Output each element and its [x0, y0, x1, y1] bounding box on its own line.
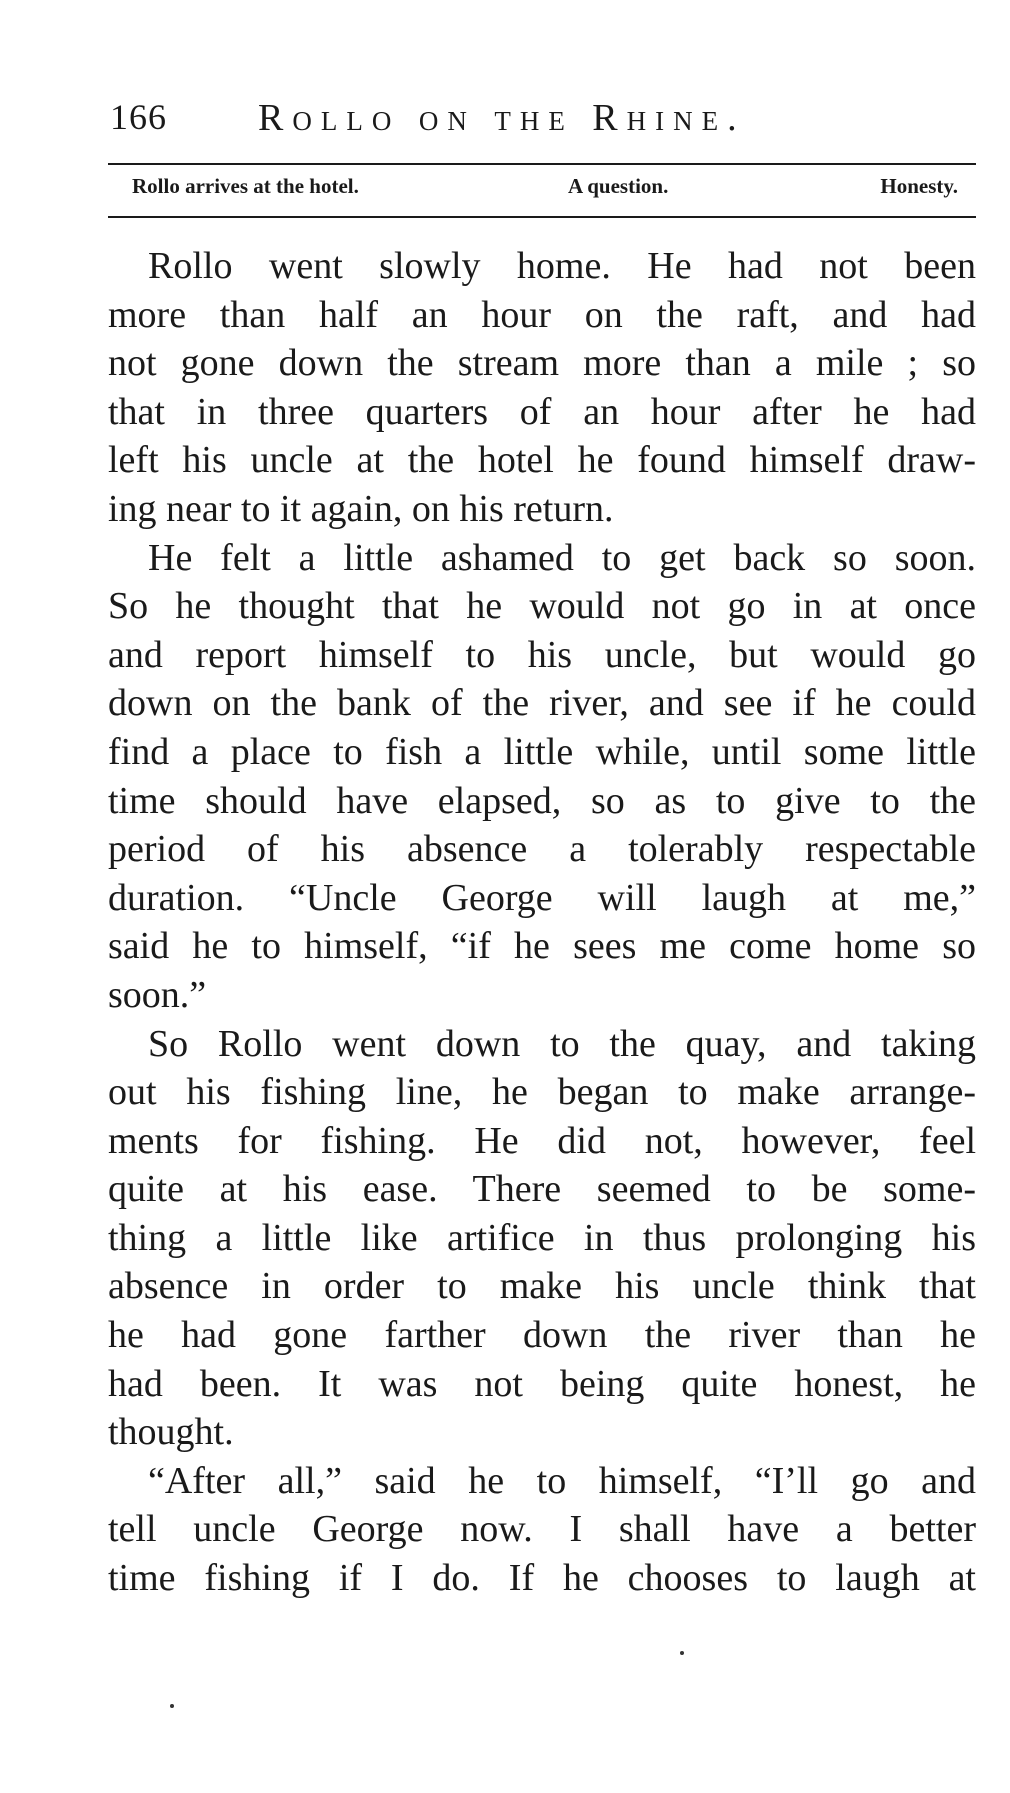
text-line: He felt a little ashamed to get back so soon.	[148, 536, 976, 579]
running-head	[110, 96, 970, 146]
text-line: soon.”	[108, 973, 207, 1016]
topic-hotel: Rollo arrives at the hotel.	[132, 174, 359, 198]
text-line: So he thought that he would not go in at once	[108, 585, 976, 628]
text-line: that in three quarters of an hour after he had	[108, 390, 976, 433]
text-line: he had gone farther down the river than he	[108, 1314, 976, 1357]
text-line: down on the bank of the river, and see if he could	[108, 682, 976, 725]
text-line: out his fishing line, he began to make arrange-	[108, 1071, 976, 1114]
text-line: had been. It was not being quite honest, he	[108, 1362, 976, 1405]
text-line: time fishing if I do. If he chooses to laugh at	[108, 1557, 976, 1600]
text-line: ing near to it again, on his return.	[108, 487, 614, 530]
text-line: Rollo went slowly home. He had not been	[148, 245, 976, 287]
body-text	[108, 242, 976, 1603]
text-line: duration. “Uncle George will laugh at me,”	[108, 876, 976, 919]
text-line: time should have elapsed, so as to give to the	[108, 779, 976, 822]
text-line: left his uncle at the hotel he found himself draw-	[108, 439, 976, 482]
text-line: more than half an hour on the raft, and had	[108, 293, 976, 336]
text-line: quite at his ease. There seemed to be some-	[108, 1168, 976, 1211]
print-speck	[680, 1651, 684, 1655]
text-line: thought.	[108, 1411, 234, 1454]
book-title: Rollo on the Rhine.	[258, 97, 746, 139]
page-topics	[132, 174, 958, 208]
topic-question: A question.	[568, 174, 669, 198]
text-line: ments for fishing. He did not, however, feel	[108, 1119, 976, 1162]
text-line: absence in order to make his uncle think that	[108, 1265, 976, 1308]
text-line: said he to himself, “if he sees me come home so	[108, 925, 976, 968]
text-line: tell uncle George now. I shall have a better	[108, 1508, 976, 1551]
text-line: So Rollo went down to the quay, and taking	[148, 1022, 976, 1065]
text-line: period of his absence a tolerably respectable	[108, 828, 976, 871]
header-rule-top	[108, 163, 976, 165]
topic-honesty: Honesty.	[880, 174, 958, 198]
text-line: and report himself to his uncle, but would go	[108, 633, 976, 676]
text-line: find a place to fish a little while, until some little	[108, 730, 976, 773]
page-number: 166	[110, 97, 167, 137]
print-speck	[170, 1704, 174, 1708]
text-line: thing a little like artifice in thus prolonging his	[108, 1216, 976, 1259]
text-line: not gone down the stream more than a mile ; so	[108, 342, 976, 385]
header-rule-bottom	[108, 216, 976, 218]
text-line: “After all,” said he to himself, “I’ll go and	[148, 1459, 976, 1502]
